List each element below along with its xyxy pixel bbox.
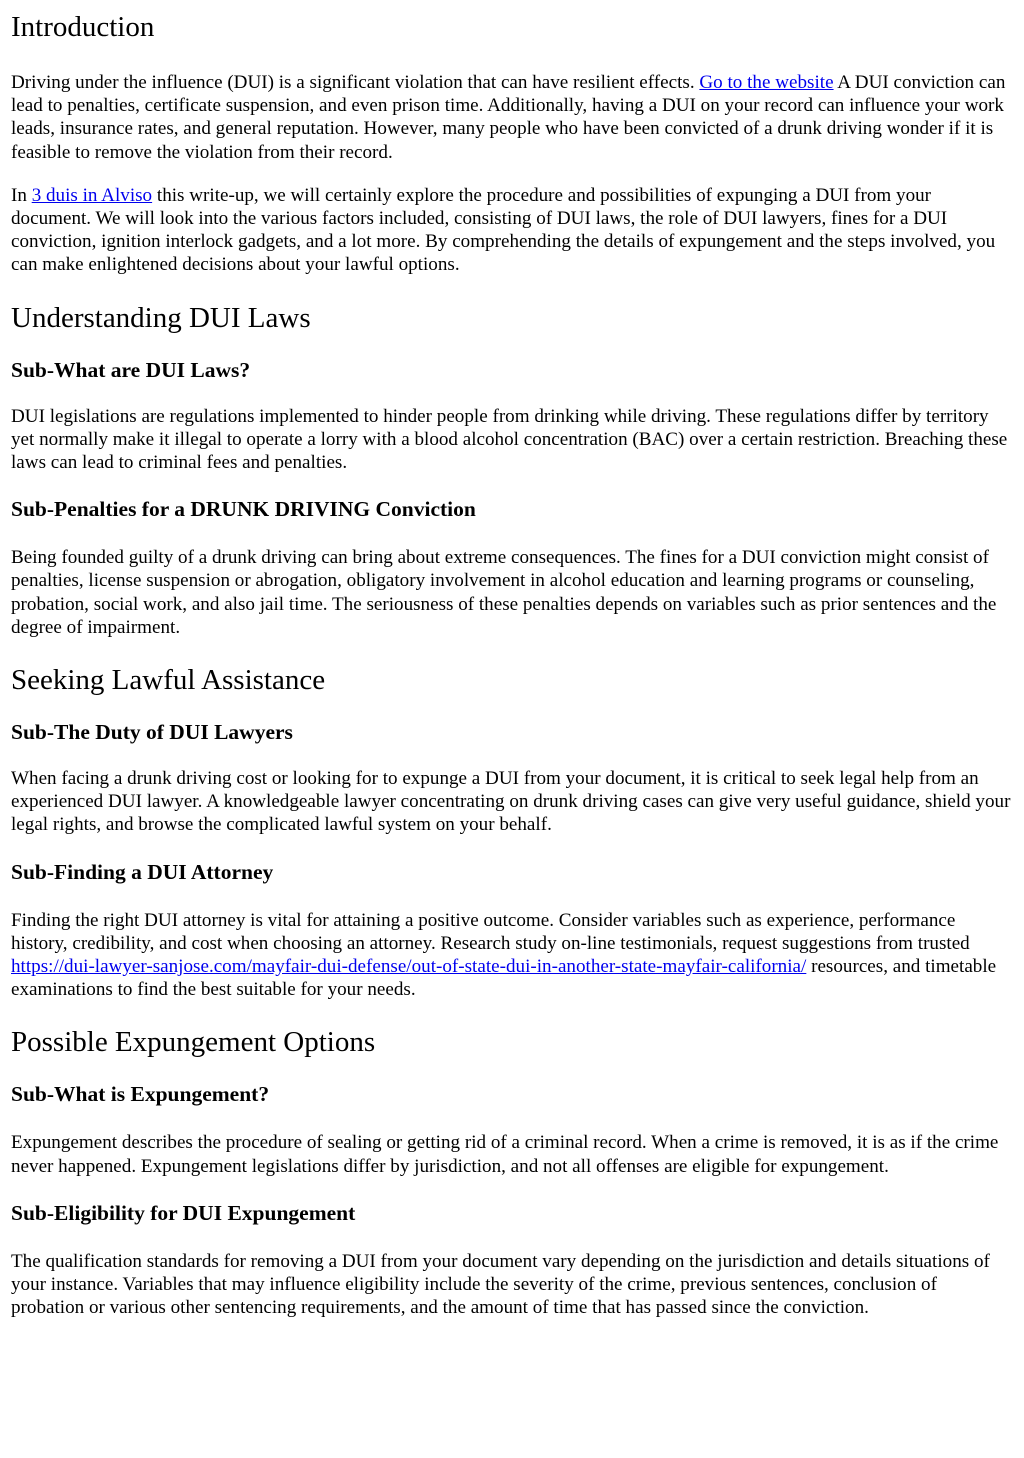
subheading-what-are-dui-laws: Sub-What are DUI Laws? xyxy=(11,357,251,382)
paragraph-penalties: Being founded guilty of a drunk driving can bring about extreme consequences. The fines for a DUI conviction might consist of penalties, license suspension or abrogation, obligatory involvement in alcohol education and learning programs or counseling, probation, social work, and also jail time. The seriousness of these penalties depends on variables such as prior sentences and the degree of impairment. xyxy=(11,547,997,638)
heading-possible-expungement-options: Possible Expungement Options xyxy=(11,1026,376,1059)
intro-text-1a: Driving under the influence (DUI) is a significant violation that can have resilient effects. xyxy=(11,72,700,93)
dui-lawyer-sanjose-link[interactable]: https://dui-lawyer-sanjose.com/mayfair-dui-defense/out-of-state-dui-in-another-state-mayfair-california/ xyxy=(11,956,807,978)
paragraph-finding-dui-attorney xyxy=(11,909,1012,1002)
finding-text-a: Finding the right DUI attorney is vital for attaining a positive outcome. Consider variables such as experience, performance history, credibility, and cost when choosing an attorney. Research study on-line testimonials, request suggestions from trusted xyxy=(11,909,970,954)
paragraph-what-is-expungement: Expungement describes the procedure of sealing or getting rid of a criminal record. When a crime is removed, it is as if the crime never happened. Expungement legislations differ by jurisdiction, and not all offenses are eligible for expungement. xyxy=(11,1132,999,1177)
go-to-website-link[interactable]: Go to the website xyxy=(699,72,834,93)
intro-text-2a: In xyxy=(11,184,32,206)
finding-text-b: resources, and timetable examinations to find the best suitable for your needs. xyxy=(11,956,997,1001)
subheading-eligibility: Sub-Eligibility for DUI Expungement xyxy=(11,1200,356,1225)
subheading-penalties: Sub-Penalties for a DRUNK DRIVING Conviction xyxy=(11,497,476,522)
paragraph-duty-of-dui-lawyers: When facing a drunk driving cost or looking for to expunge a DUI from your document, it is critical to seek legal help from an experienced DUI lawyer. A knowledgeable lawyer concentrating on drunk driving cases can give very useful guidance, shield your legal rights, and browse the complicated lawful system on your behalf. xyxy=(11,768,1011,836)
intro-text-2b: this write-up, we will certainly explore the procedure and possibilities of expunging a DUI from your document. We will look into the various factors included, consisting of DUI laws, the role of DUI lawyers, fines for a DUI conviction, ignition interlock gadgets, and a lot more. By comprehending the details of expungement and the steps involved, you can make enlightened decisions about your lawful options. xyxy=(11,184,996,276)
heading-seeking-lawful-assistance: Seeking Lawful Assistance xyxy=(11,664,326,697)
intro-paragraph-2 xyxy=(11,184,1012,277)
heading-understanding-dui-laws: Understanding DUI Laws xyxy=(11,301,311,334)
subheading-finding-dui-attorney: Sub-Finding a DUI Attorney xyxy=(11,859,274,884)
paragraph-eligibility: The qualification standards for removing a DUI from your document vary depending on the jurisdiction and details situations of your instance. Variables that may influence eligibility include the severity of the crime, previous sentences, conclusion of probation or various other sentencing requirements, and the amount of time that has passed since the conviction. xyxy=(11,1250,990,1319)
paragraph-what-are-dui-laws: DUI legislations are regulations implemented to hinder people from drinking while driving. These regulations differ by territory yet normally make it illegal to operate a lorry with a blood alcohol concentration (BAC) over a certain restriction. Breaching these laws can lead to criminal fees and penalties. xyxy=(11,405,1008,474)
alviso-link[interactable]: 3 duis in Alviso xyxy=(31,184,153,206)
subheading-what-is-expungement: Sub-What is Expungement? xyxy=(11,1082,270,1107)
intro-paragraph-1 xyxy=(11,71,1012,164)
article xyxy=(0,10,1024,1319)
intro-text-1b: A DUI conviction can lead to penalties, certificate suspension, and even prison time. Additionally, having a DUI on your record can influence your work leads, insurance rates, and general reputation. However, many people who have been convicted of a drunk driving wonder if it is feasible to remove the violation from their record. xyxy=(11,72,1006,163)
heading-introduction: Introduction xyxy=(11,11,155,43)
subheading-duty-of-dui-lawyers: Sub-The Duty of DUI Lawyers xyxy=(11,720,293,745)
